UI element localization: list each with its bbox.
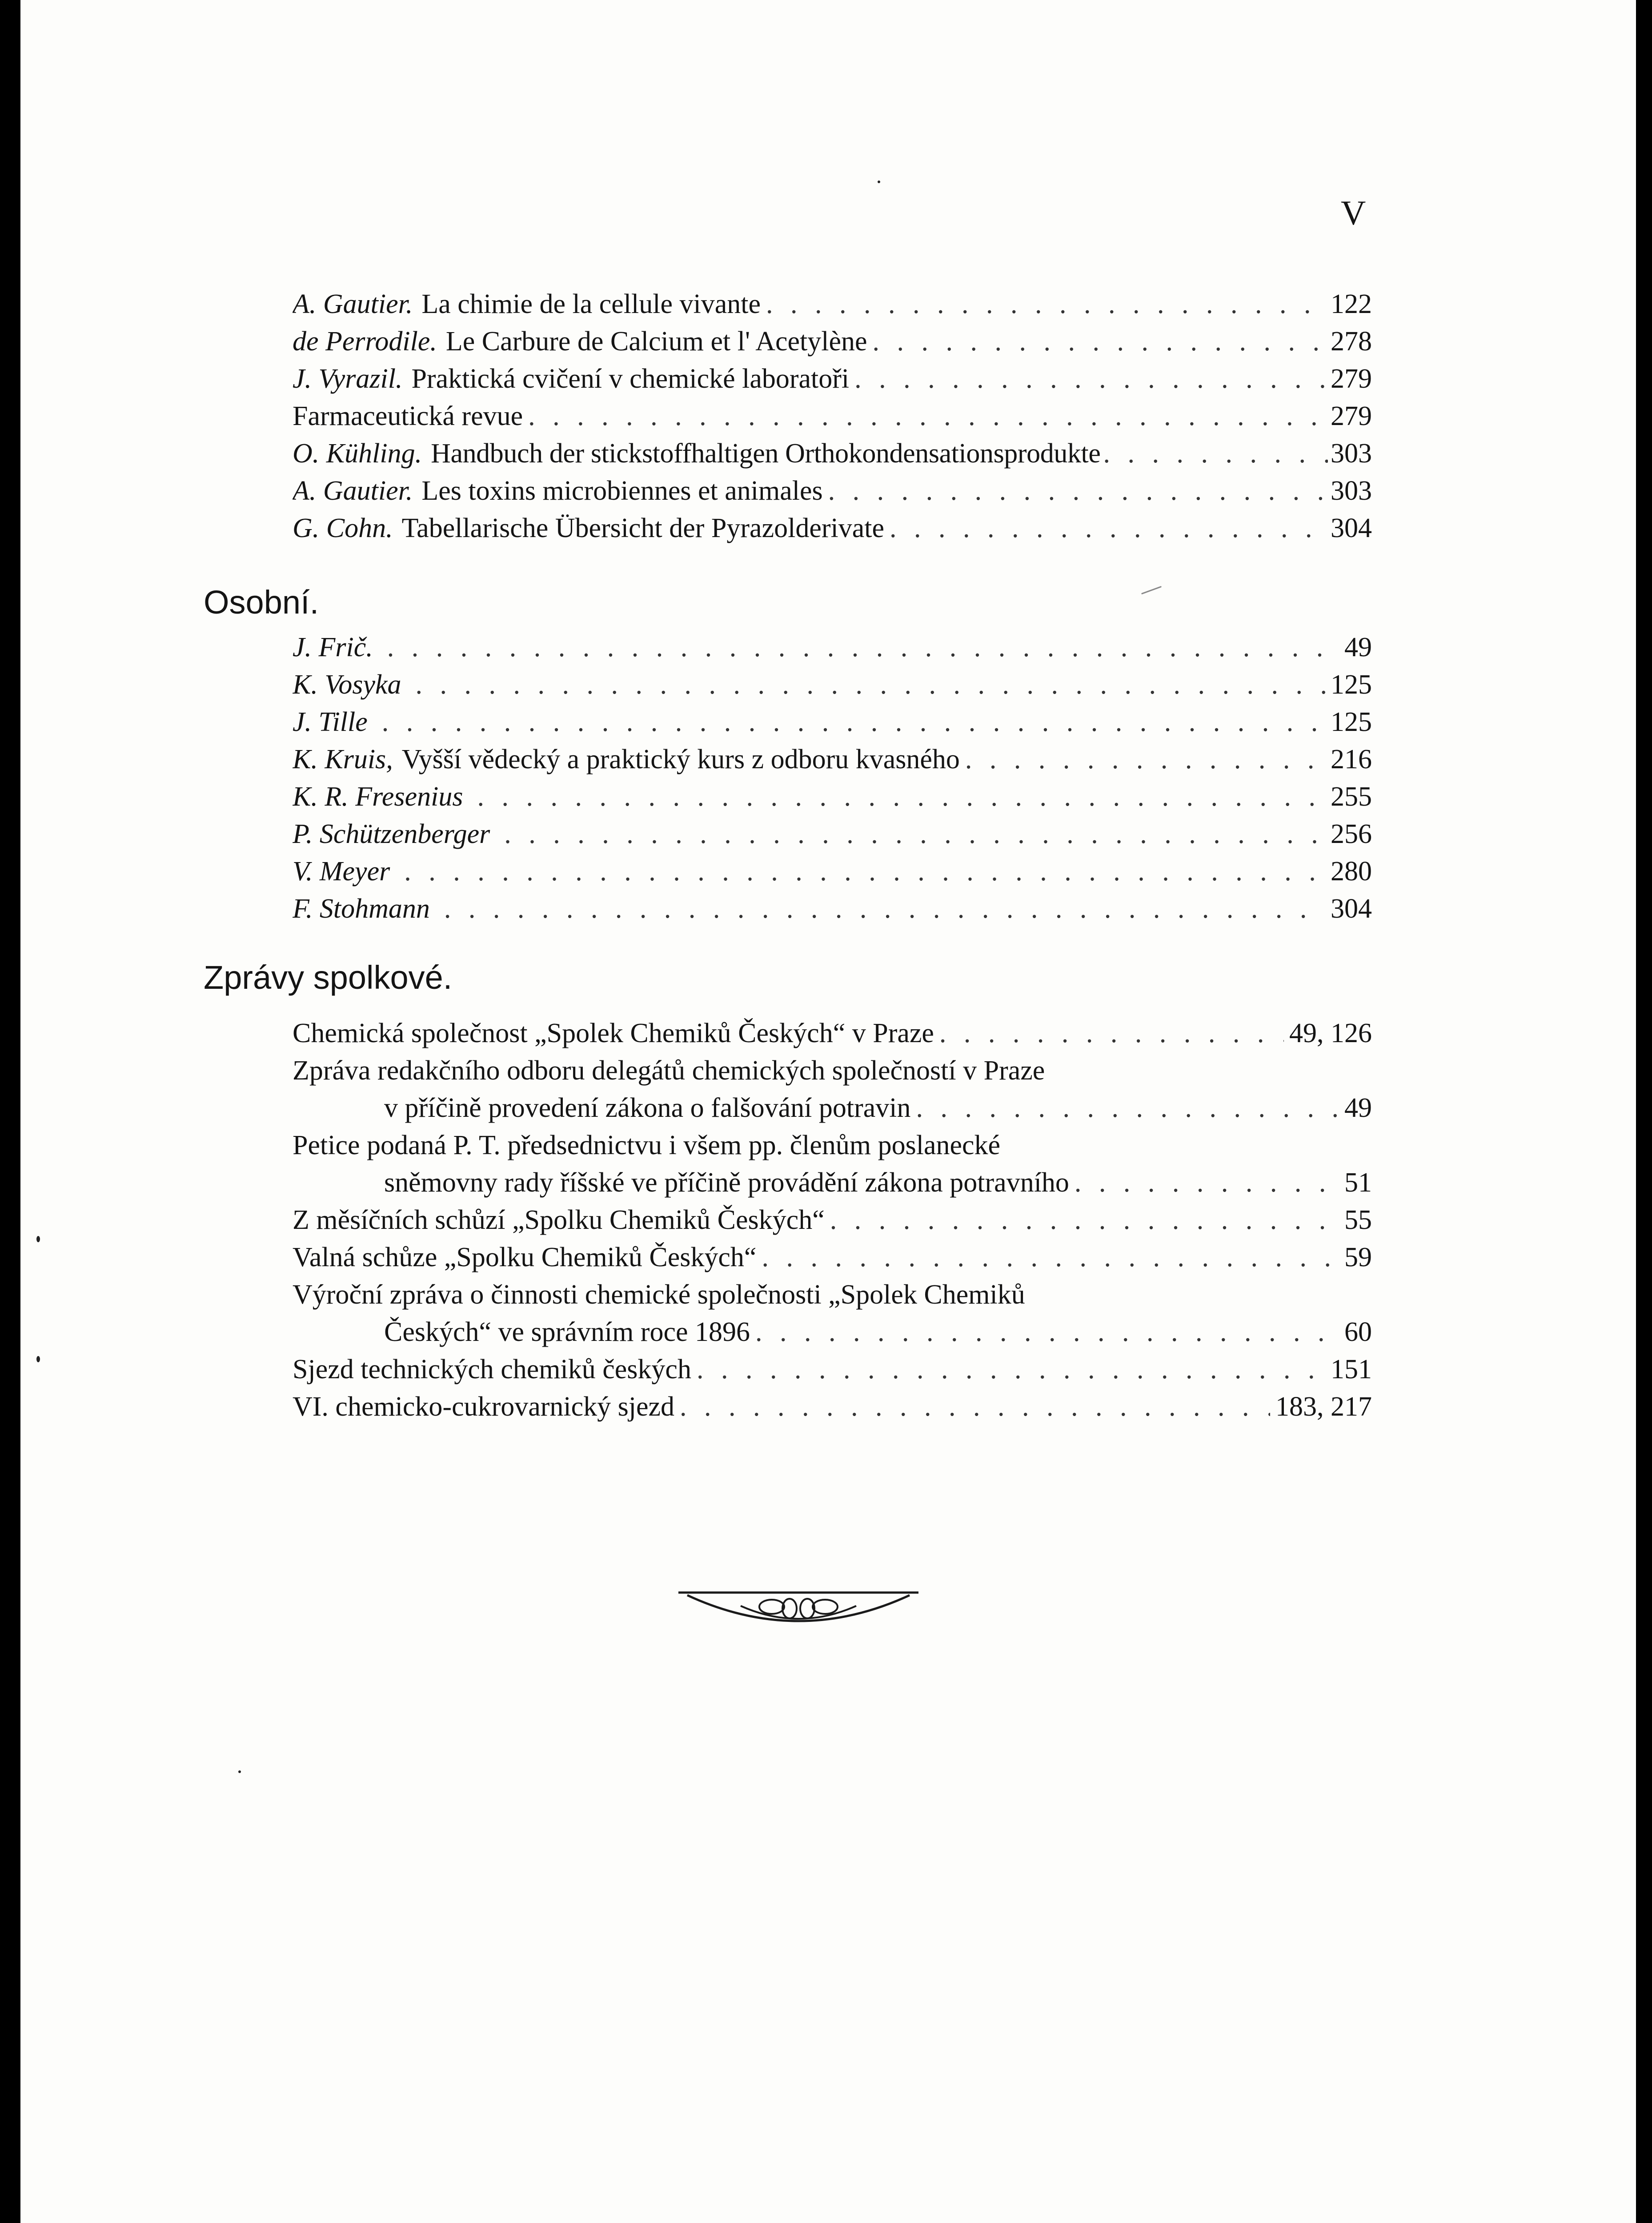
dot-leader (890, 510, 1325, 547)
dot-leader (939, 1015, 1284, 1052)
personal-list (293, 629, 1372, 927)
entry-pages: 49 (1344, 1093, 1372, 1123)
personal-entry (293, 741, 1372, 778)
entry-pages: 304 (1331, 894, 1372, 924)
literature-entry (293, 510, 1372, 547)
entry-author: J. Frič. (293, 632, 373, 662)
scan-speck (878, 181, 880, 183)
entry-title: Valná schůze „Spolku Chemiků Českých“ (293, 1242, 757, 1272)
entry-title: VI. chemicko-cukrovarnický sjezd (293, 1392, 675, 1422)
entry-pages: 279 (1331, 401, 1372, 431)
entry-pages: 279 (1331, 364, 1372, 394)
society-entry-first-line (293, 1127, 1372, 1164)
dot-leader (755, 1313, 1339, 1351)
entry-title: Chemická společnost „Spolek Chemiků Českých“ v Praze (293, 1018, 934, 1048)
entry-pages: 278 (1331, 326, 1372, 357)
society-entry (293, 1351, 1372, 1388)
dot-leader (828, 472, 1325, 510)
entry-pages: 122 (1331, 289, 1372, 319)
dot-leader (477, 778, 1325, 815)
personal-entry (293, 666, 1372, 703)
entry-pages: 55 (1344, 1205, 1372, 1235)
entry-author: K. Vosyka (293, 670, 401, 700)
dot-leader (1103, 435, 1328, 472)
society-entry (293, 1388, 1372, 1425)
dot-leader (965, 741, 1325, 778)
society-entry-continuation (293, 1089, 1372, 1127)
society-entry-first-line (293, 1052, 1372, 1089)
society-news-list (293, 1015, 1372, 1425)
society-entry-first-line (293, 1276, 1372, 1313)
entry-title: Sjezd technických chemiků českých (293, 1354, 691, 1384)
entry-title: Petice podaná P. T. předsednictvu i všem pp. členům poslanecké (293, 1130, 1001, 1160)
literature-entry (293, 323, 1372, 360)
entry-author: J. Tille (293, 707, 368, 737)
entry-author: J. Vyrazil. (293, 364, 403, 394)
entry-pages: 60 (1344, 1317, 1372, 1347)
personal-entry (293, 703, 1372, 741)
entry-author: O. Kühling. (293, 438, 422, 469)
entry-title: La chimie de la cellule vivante (421, 289, 761, 319)
entry-author: K. Kruis, (293, 744, 393, 774)
dot-leader (916, 1089, 1339, 1127)
dot-leader (854, 360, 1325, 397)
society-entry-continuation (293, 1313, 1372, 1351)
entry-pages: 49 (1344, 632, 1372, 662)
entry-title-continuation: Českých“ ve správním roce 1896 (384, 1317, 750, 1347)
dot-leader (416, 666, 1325, 703)
scan-speck (238, 1770, 241, 1773)
dot-leader (766, 285, 1325, 323)
literature-entry (293, 397, 1372, 435)
fan-ornament-icon (678, 1589, 918, 1633)
entry-author: K. R. Fresenius (293, 782, 463, 812)
society-entry (293, 1201, 1372, 1239)
entry-author: P. Schützenberger (293, 819, 490, 849)
dot-leader (382, 703, 1325, 741)
entry-title: Zpráva redakčního odboru delegátů chemických společností v Praze (293, 1055, 1045, 1086)
dot-leader (387, 629, 1339, 666)
society-entry (293, 1015, 1372, 1052)
entry-title: Farmaceutická revue (293, 401, 523, 431)
entry-pages: 151 (1331, 1354, 1372, 1384)
literature-list (293, 285, 1372, 547)
dot-leader (830, 1201, 1339, 1239)
entry-author: A. Gautier. (293, 289, 413, 319)
dot-leader (504, 815, 1325, 853)
page-number: V (1341, 193, 1366, 232)
entry-title: Tabellarische Übersicht der Pyrazolderivate (401, 513, 884, 543)
personal-entry (293, 778, 1372, 815)
personal-entry (293, 890, 1372, 927)
entry-pages: 216 (1331, 744, 1372, 774)
personal-entry (293, 629, 1372, 666)
literature-entry (293, 435, 1372, 472)
entry-pages: 59 (1344, 1242, 1372, 1272)
entry-title: Výroční zpráva o činnosti chemické společnosti „Spolek Chemiků (293, 1280, 1025, 1310)
entry-pages: 256 (1331, 819, 1372, 849)
literature-entry (293, 360, 1372, 397)
entry-pages: 304 (1331, 513, 1372, 543)
dot-leader (404, 853, 1325, 890)
dot-leader (873, 323, 1325, 360)
dot-leader (680, 1388, 1270, 1425)
entry-title: Les toxins microbiennes et animales (421, 476, 823, 506)
dot-leader (444, 890, 1325, 927)
entry-title: Handbuch der stickstoffhaltigen Orthokondensationsprodukte (431, 438, 1101, 469)
entry-title: Le Carbure de Calcium et l' Acetylène (445, 326, 867, 357)
entry-author: F. Stohmann (293, 894, 430, 924)
dot-leader (697, 1351, 1325, 1388)
entry-pages: 49, 126 (1289, 1018, 1372, 1048)
dot-leader (1075, 1164, 1339, 1201)
dot-leader (762, 1239, 1339, 1276)
entry-pages: 183, 217 (1275, 1392, 1372, 1422)
personal-entry (293, 853, 1372, 890)
section-heading-society-news: Zprávy spolkové. (204, 959, 453, 996)
dot-leader (528, 397, 1325, 435)
entry-title: Vyšší vědecký a praktický kurs z odboru kvasného (401, 744, 960, 774)
entry-pages: 125 (1331, 707, 1372, 737)
document-page (20, 0, 1636, 2223)
entry-pages: 280 (1331, 856, 1372, 887)
entry-author: G. Cohn. (293, 513, 393, 543)
literature-entry (293, 285, 1372, 323)
entry-pages: 51 (1344, 1168, 1372, 1198)
entry-title-continuation: v příčině provedení zákona o falšování potravin (384, 1093, 911, 1123)
entry-author: A. Gautier. (293, 476, 413, 506)
entry-title: Z měsíčních schůzí „Spolku Chemiků Českých“ (293, 1205, 825, 1235)
scan-speck (1141, 586, 1162, 594)
society-entry (293, 1239, 1372, 1276)
entry-title-continuation: sněmovny rady říšské ve příčině provádění zákona potravního (384, 1168, 1069, 1198)
entry-author: de Perrodile. (293, 326, 437, 357)
entry-pages: 303 (1331, 476, 1372, 506)
scan-speck (36, 1356, 40, 1362)
entry-pages: 125 (1331, 670, 1372, 700)
society-entry-continuation (293, 1164, 1372, 1201)
entry-pages: 255 (1331, 782, 1372, 812)
scan-speck (36, 1236, 40, 1242)
personal-entry (293, 815, 1372, 853)
literature-entry (293, 472, 1372, 510)
section-heading-personal: Osobní. (204, 584, 319, 621)
entry-title: Praktická cvičení v chemické laboratoři (411, 364, 850, 394)
entry-author: V. Meyer (293, 856, 390, 887)
entry-pages: 303 (1331, 438, 1372, 469)
